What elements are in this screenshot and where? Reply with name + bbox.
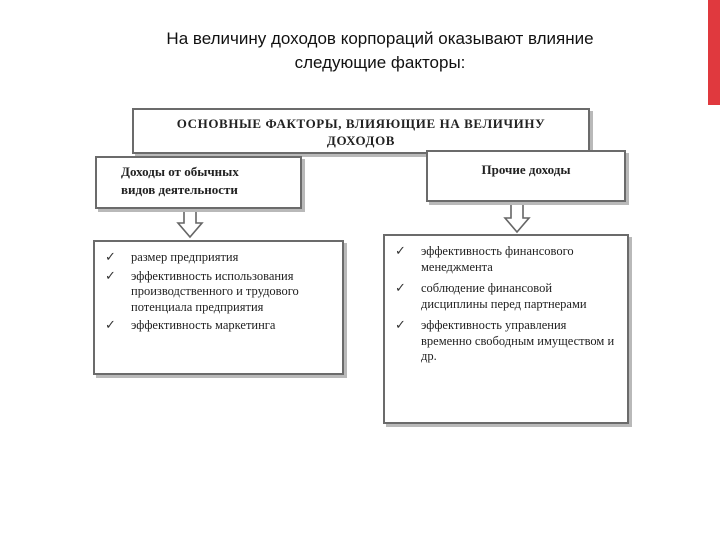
list-item-label: соблюдение финансовой дисциплины перед партнерами bbox=[421, 281, 587, 311]
other-income-box bbox=[426, 150, 626, 202]
checkmark-icon: ✓ bbox=[105, 318, 116, 333]
ordinary-income-factors-list bbox=[93, 240, 344, 375]
list-item bbox=[103, 250, 334, 266]
main-factors-box bbox=[132, 108, 590, 154]
list-item bbox=[103, 318, 334, 334]
list-item bbox=[393, 244, 619, 275]
main-box-line-1: ОСНОВНЫЕ ФАКТОРЫ, ВЛИЯЮЩИЕ НА ВЕЛИЧИНУ bbox=[176, 116, 546, 131]
checkmark-icon: ✓ bbox=[395, 281, 406, 296]
checkmark-icon: ✓ bbox=[105, 250, 116, 265]
checkmark-icon: ✓ bbox=[105, 268, 116, 284]
slide-title-line-2: следующие факторы: bbox=[294, 53, 466, 72]
ordinary-income-line-2: видов деятельности bbox=[121, 182, 238, 197]
list-item-label: эффективность использования производственного и трудового потенциала предприятия bbox=[131, 268, 299, 314]
list-item bbox=[103, 269, 334, 316]
list-item-label: эффективность финансового менеджмента bbox=[421, 244, 574, 274]
slide-title-line-1: На величину доходов корпораций оказывают влияние bbox=[166, 29, 594, 48]
list-item-label: эффективность управления временно свободным имуществом и др. bbox=[421, 318, 615, 363]
list-item bbox=[393, 281, 619, 312]
ordinary-income-line-1: Доходы от обычных bbox=[121, 164, 239, 179]
checkmark-icon: ✓ bbox=[395, 318, 406, 333]
other-income-label: Прочие доходы bbox=[481, 162, 571, 177]
ordinary-income-box bbox=[95, 156, 302, 209]
list-item bbox=[393, 318, 619, 365]
list-item-label: размер предприятия bbox=[131, 250, 239, 264]
checkmark-icon: ✓ bbox=[395, 244, 406, 259]
list-item-label: эффективность маркетинга bbox=[131, 318, 276, 332]
main-box-line-2: ДОХОДОВ bbox=[326, 133, 396, 148]
other-income-factors-list bbox=[383, 234, 629, 424]
